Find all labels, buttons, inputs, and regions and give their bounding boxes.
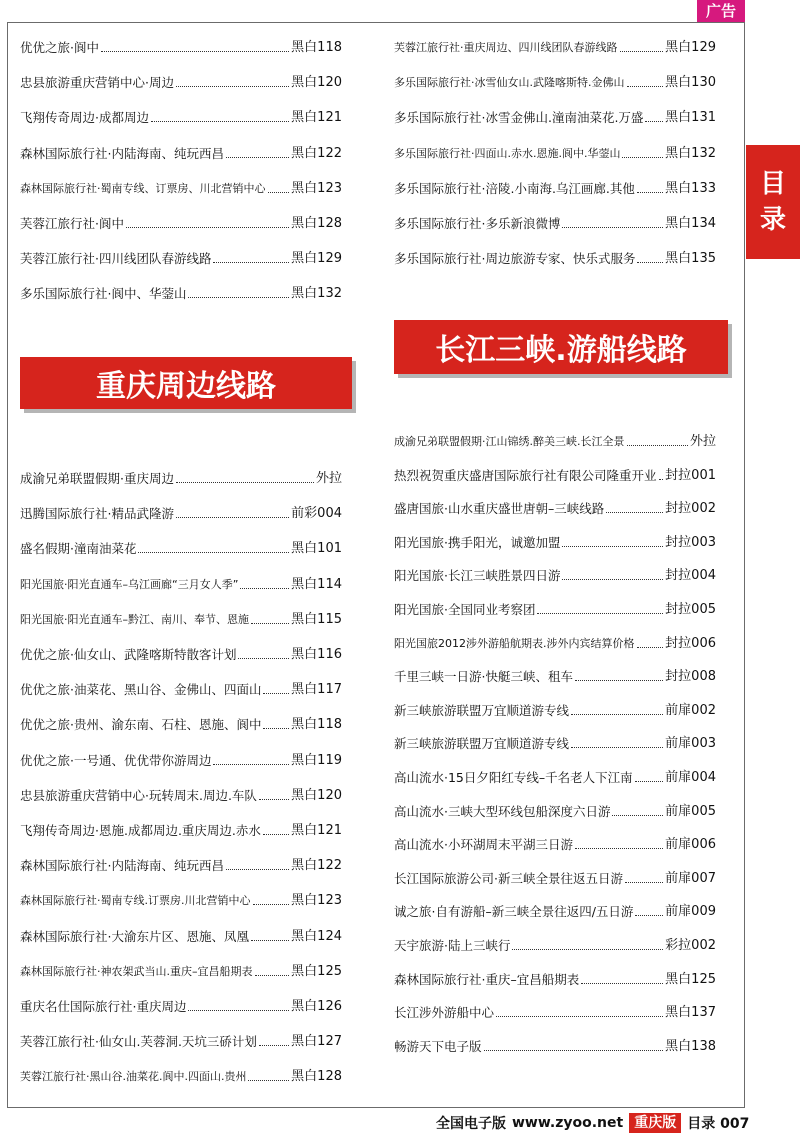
toc-entry[interactable] [20,713,342,733]
entry-page: 黑白130 [665,75,716,91]
dot-leader [562,546,663,547]
entry-page: 黑白121 [291,823,342,838]
dot-leader [251,940,289,941]
entry-title: 畅游天下电子版 [394,1038,482,1054]
toc-entry[interactable] [394,632,716,652]
entry-title: 忠县旅游重庆营销中心·玩转周末.周边.车队 [20,787,257,803]
dot-leader [255,975,290,976]
entry-page: 黑白128 [291,216,342,231]
dot-leader [635,781,664,782]
entry-title: 森林国际旅行社·蜀南专线、订票房、川北营销中心 [20,181,266,195]
entry-page: 黑白101 [291,541,342,557]
entry-title: 高山流水·三峡大型环线包船深度六日游 [394,803,611,819]
toc-entry[interactable] [394,177,716,197]
entry-title: 高山流水·小环湖周末平湖三日游 [394,837,573,853]
entry-page: 黑白134 [665,216,716,231]
entry-page: 封拉001 [665,467,716,483]
entry-page: 黑白132 [291,286,342,302]
dot-leader [612,815,663,816]
dot-leader [512,949,663,950]
edition-badge: 重庆版 [629,1113,681,1133]
section-banner-yangtze-cruise: 长江三峡.游船线路 [394,320,728,374]
toc-entry[interactable] [394,1001,716,1021]
toc-entry[interactable] [20,819,342,839]
entry-title: 盛唐国旅·山水重庆盛世唐朝–三峡线路 [394,501,605,517]
toc-entry[interactable] [394,900,716,920]
toc-entry[interactable] [394,497,716,517]
entry-page: 封拉006 [665,635,716,651]
entry-page: 封拉002 [665,501,716,517]
entry-title: 迅腾国际旅行社·精品武隆游 [20,506,174,522]
entry-page: 外拉 [689,434,716,449]
entry-title: 优优之旅·贵州、渝东南、石柱、恩施、阆中 [20,717,262,733]
toc-entry[interactable] [394,1035,716,1055]
dot-leader [253,904,290,905]
entry-title: 长江涉外游船中心 [394,1005,495,1021]
toc-entry[interactable] [20,960,342,980]
toc-entry[interactable] [20,749,342,769]
toc-tab-char: 目 [759,169,786,199]
entry-title: 芙蓉江旅行社·黑山谷.油菜花.阆中.四面山.贵州 [20,1070,247,1084]
toc-tab-char: 录 [759,205,786,235]
toc-entry[interactable] [20,537,342,557]
toc-entry[interactable] [394,564,716,584]
toc-entry[interactable] [394,934,716,954]
entry-title: 优优之旅·阆中 [20,40,99,55]
dot-leader [176,482,314,483]
dot-leader [188,1010,289,1011]
entry-page: 黑白120 [291,787,342,803]
entry-title: 多乐国际旅行社·四面山.赤水.恩施.阆中.华蓥山 [394,146,621,160]
entry-page: 黑白115 [291,611,342,627]
dot-leader [176,86,289,87]
entry-title: 千里三峡一日游·快艇三峡、租车 [394,669,573,685]
toc-entry[interactable] [394,833,716,853]
toc-entry[interactable] [394,732,716,752]
toc-entry[interactable] [20,36,342,56]
dot-leader [581,983,663,984]
entry-title: 森林国际旅行社·内陆海南、纯玩西昌 [20,145,224,161]
entry-page: 封拉003 [665,534,716,550]
dot-leader [571,747,663,748]
entry-title: 多乐国际旅行社·冰雪金佛山.潼南油菜花.万盛 [394,110,644,126]
toc-entry[interactable] [394,212,716,232]
toc-entry[interactable] [20,282,342,302]
dot-leader [562,227,663,228]
entry-page: 黑白135 [665,251,716,267]
toc-entry[interactable] [20,608,342,628]
entry-title: 多乐国际旅行社·阆中、华蓥山 [20,286,187,302]
entry-page: 黑白137 [665,1005,716,1021]
entry-page: 封拉005 [665,602,716,617]
entry-title: 诚之旅·自有游船–新三峡全景往返四/五日游 [394,904,634,920]
toc-entry[interactable] [394,464,716,484]
dot-leader [637,192,663,193]
dot-leader [248,1080,289,1081]
toc-entry[interactable] [20,643,342,663]
entry-page: 前扉005 [665,803,716,819]
entry-title: 阳光国旅·阳光直通车–乌江画廊“三月女人季” [20,577,239,591]
dot-leader [635,915,663,916]
left-column [20,0,342,1100]
entry-title: 盛名假期·潼南油菜花 [20,541,137,557]
toc-entry[interactable] [394,71,716,91]
toc-entry[interactable] [394,800,716,820]
dot-leader [627,86,664,87]
entry-page: 黑白122 [291,145,342,161]
entry-page: 黑白125 [291,963,342,979]
entry-page: 封拉008 [665,669,716,685]
entry-page: 黑白123 [291,893,342,909]
entry-page: 黑白122 [291,858,342,874]
toc-entry[interactable] [394,36,716,56]
toc-side-tab [746,145,800,259]
dot-leader [659,479,664,480]
entry-page: 彩拉002 [665,938,716,953]
toc-entry[interactable] [20,467,342,487]
entry-page: 黑白121 [291,110,342,126]
toc-entry[interactable] [394,106,716,126]
entry-page: 黑白124 [291,928,342,944]
entry-page: 前扉002 [665,702,716,718]
entry-page: 黑白118 [291,717,342,733]
entry-title: 飞翔传奇周边·恩施.成都周边.重庆周边.赤水 [20,823,261,838]
entry-title: 高山流水·15日夕阳红专线–千名老人下江南 [394,770,633,785]
dot-leader [263,834,289,835]
entry-page: 前扉003 [665,736,716,752]
entry-page: 黑白125 [665,971,716,987]
entry-title: 森林国际旅行社·蜀南专线.订票房.川北营销中心 [20,894,251,908]
entry-page: 黑白129 [665,40,716,55]
entry-title: 多乐国际旅行社·涪陵.小南海.乌江画廊.其他 [394,180,635,196]
entry-title: 阳光国旅·阳光直通车–黔江、南川、奉节、恩施 [20,612,249,626]
entry-page: 黑白114 [291,576,342,592]
dot-leader [213,262,289,263]
entry-title: 天宇旅游·陆上三峡行 [394,938,511,953]
entry-title: 多乐国际旅行社·周边旅游专家、快乐式服务 [394,251,636,267]
dot-leader [188,297,289,298]
entry-title: 芙蓉江旅行社·四川线团队春游线路 [20,251,212,267]
entry-title: 热烈祝贺重庆盛唐国际旅行社有限公司隆重开业 [394,467,657,483]
toc-entry[interactable] [394,247,716,267]
dot-leader [562,579,663,580]
dot-leader [606,512,663,513]
dot-leader [138,552,289,553]
toc-entry[interactable] [20,573,342,593]
entry-title: 森林国际旅行社·内陆海南、纯玩西昌 [20,858,224,874]
entry-page: 黑白120 [291,75,342,91]
toc-entry[interactable] [20,995,342,1015]
entry-page: 黑白118 [291,40,342,55]
toc-entry[interactable] [394,531,716,551]
entry-title: 阳光国旅2012涉外游船航期表.涉外内宾结算价格 [394,636,635,650]
entry-title: 森林国际旅行社·大渝东片区、恩施、凤凰 [20,928,249,944]
toc-entry[interactable] [20,1030,342,1050]
dot-leader [496,1016,663,1017]
entry-page: 封拉004 [665,568,716,584]
dot-leader [571,714,663,715]
toc-entry[interactable] [20,212,342,232]
dot-leader [213,764,289,765]
dot-leader [238,658,289,659]
dot-leader [251,623,289,624]
entry-title: 森林国际旅行社·神农架武当山.重庆–宜昌船期表 [20,964,253,978]
entry-title: 新三峡旅游联盟万宜顺道游专线 [394,736,570,752]
entry-title: 新三峡旅游联盟万宜顺道游专线 [394,702,570,718]
dot-leader [176,517,289,518]
toc-entry[interactable] [394,665,716,685]
entry-title: 阳光国旅·携手阳光，诚邀加盟 [394,534,561,550]
dot-leader [575,680,663,681]
toc-entry[interactable] [20,889,342,909]
toc-entry[interactable] [394,598,716,618]
toc-entry[interactable] [20,925,342,945]
entry-title: 优优之旅·仙女山、武隆喀斯特散客计划 [20,647,237,662]
entry-page: 前扉004 [665,770,716,785]
entry-page: 黑白131 [665,110,716,126]
entry-title: 多乐国际旅行社·多乐新浪微博 [394,216,561,231]
entry-title: 忠县旅游重庆营销中心·周边 [20,75,174,91]
page-number: 目录 007 [687,1116,750,1132]
entry-page: 黑白129 [291,251,342,267]
dot-leader [101,51,289,52]
dot-leader [622,157,663,158]
ad-tag: 广告 [697,0,745,22]
toc-entry[interactable] [20,854,342,874]
dot-leader [240,588,289,589]
dot-leader [126,227,289,228]
toc-entry[interactable] [394,699,716,719]
entry-title: 成渝兄弟联盟假期·重庆周边 [20,471,174,486]
toc-entry[interactable] [20,502,342,522]
toc-entry[interactable] [394,766,716,786]
dot-leader [263,728,289,729]
entry-page: 黑白126 [291,999,342,1014]
entry-page: 前扉009 [665,904,716,920]
entry-page: 外拉 [315,471,342,486]
entry-title: 长江国际旅游公司·新三峡全景往返五日游 [394,870,623,886]
toc-entry[interactable] [394,142,716,162]
dot-leader [484,1050,664,1051]
toc-entry[interactable] [20,784,342,804]
dot-leader [263,693,289,694]
entry-page: 黑白138 [665,1038,716,1054]
entry-title: 阳光国旅·全国同业考察团 [394,602,536,617]
entry-title: 芙蓉江旅行社·阆中 [20,216,124,231]
footer-label: 全国电子版 [436,1116,506,1132]
toc-entry[interactable] [394,968,716,988]
entry-title: 飞翔传奇周边·成都周边 [20,110,149,126]
right-column [394,0,716,1100]
entry-page: 前扉007 [665,870,716,886]
dot-leader [645,121,663,122]
entry-page: 黑白133 [665,180,716,196]
dot-leader [259,799,289,800]
entry-page: 黑白123 [291,180,342,196]
entry-title: 阳光国旅·长江三峡胜景四日游 [394,568,561,584]
dot-leader [537,613,663,614]
entry-title: 重庆名仕国际旅行社·重庆周边 [20,999,187,1014]
section-banner-chongqing-nearby: 重庆周边线路 [20,357,352,409]
entry-page: 黑白127 [291,1034,342,1050]
dot-leader [226,869,289,870]
entry-title: 森林国际旅行社·重庆–宜昌船期表 [394,971,580,987]
dot-leader [620,51,664,52]
toc-entry[interactable] [20,177,342,197]
entry-title: 优优之旅·油菜花、黑山谷、金佛山、四面山 [20,682,262,698]
dot-leader [627,445,688,446]
dot-leader [226,157,289,158]
entry-page: 黑白128 [291,1069,342,1085]
entry-title: 多乐国际旅行社·冰雪仙女山.武隆喀斯特.金佛山 [394,76,625,90]
toc-entry[interactable] [20,106,342,126]
entry-page: 黑白116 [291,647,342,662]
page-footer [436,1112,749,1134]
entry-title: 芙蓉江旅行社·仙女山.芙蓉洞.天坑三硚计划 [20,1034,257,1050]
entry-page: 前扉006 [665,837,716,853]
dot-leader [259,1045,289,1046]
toc-entry[interactable] [20,142,342,162]
toc-entry[interactable] [20,1065,342,1085]
toc-entry[interactable] [394,867,716,887]
toc-entry[interactable] [394,430,716,450]
dot-leader [151,121,289,122]
dot-leader [637,647,664,648]
entry-title: 芙蓉江旅行社·重庆周边、四川线团队春游线路 [394,41,618,54]
entry-page: 黑白117 [291,682,342,698]
entry-page: 黑白132 [665,145,716,161]
dot-leader [268,192,290,193]
entry-title: 优优之旅·一号通、优优带你游周边 [20,752,212,768]
toc-entry[interactable] [20,71,342,91]
dot-leader [625,882,663,883]
dot-leader [637,262,663,263]
footer-url[interactable]: www.zyoo.net [512,1115,624,1131]
toc-entry[interactable] [20,678,342,698]
entry-page: 黑白119 [291,752,342,768]
dot-leader [575,848,663,849]
entry-title: 成渝兄弟联盟假期·江山锦绣.醉美三峡.长江全景 [394,435,625,448]
entry-page: 前彩004 [291,506,342,522]
toc-entry[interactable] [20,247,342,267]
